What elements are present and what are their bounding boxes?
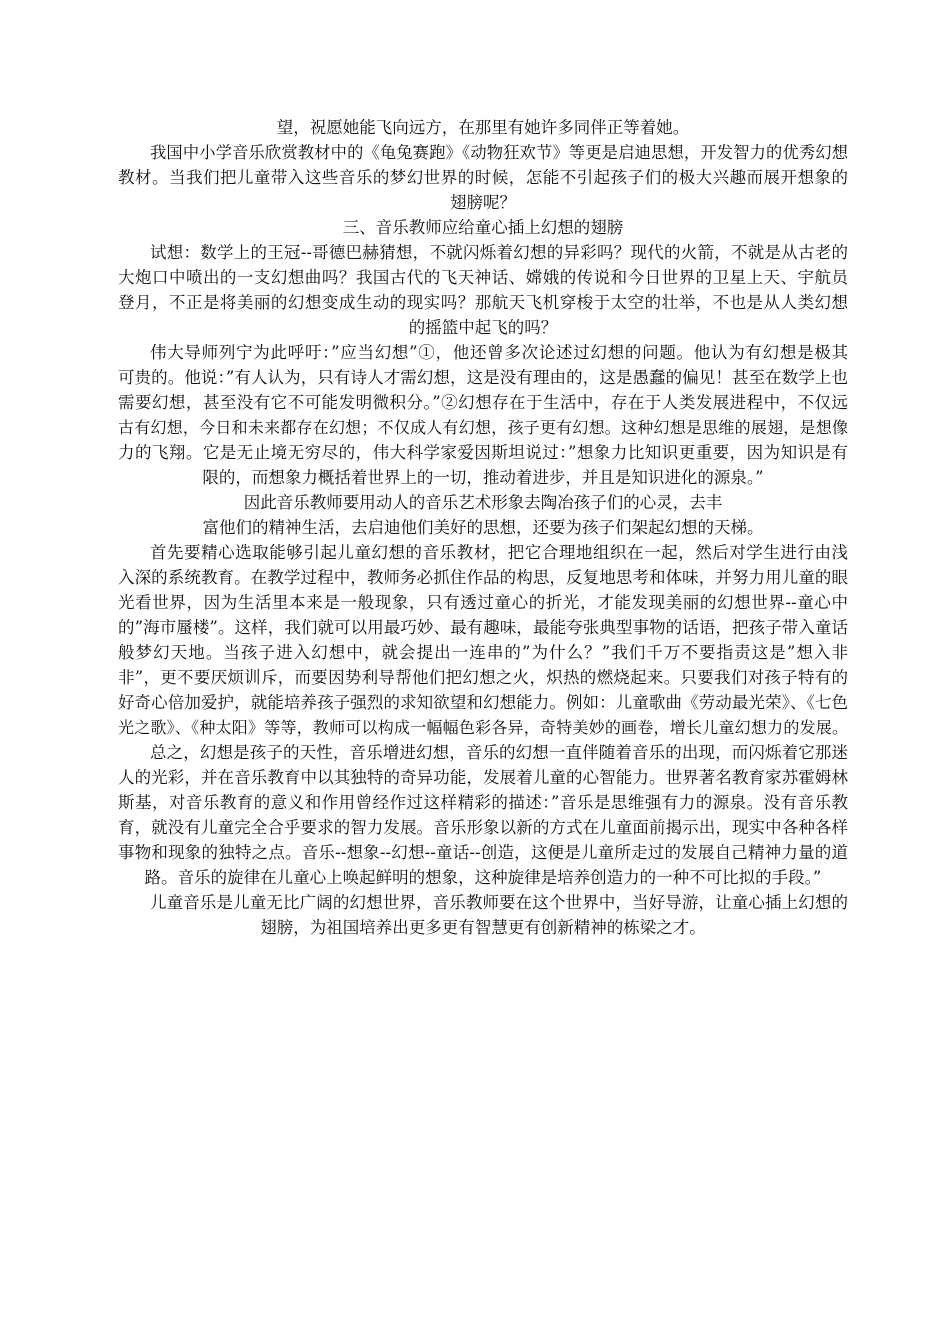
paragraph-line: 般梦幻天地。当孩子进入幻想中，就会提出一连串的”为什么？”我们千万不要指责这是”想入非 xyxy=(118,643,848,662)
paragraph-line: 斯基，对音乐教育的意义和作用曾经作过这样精彩的描述：”音乐是思维强有力的源泉。没有音乐教 xyxy=(118,793,848,812)
paragraph-line: 首先要精心选取能够引起儿童幻想的音乐教材，把它合理地组织在一起，然后对学生进行由浅 xyxy=(150,543,848,562)
paragraph-line: 古有幻想，今日和未来都存在幻想；不仅成人有幻想，孩子更有幻想。这种幻想是思维的展翅，是想像 xyxy=(118,418,848,437)
paragraph-line: 力的飞翔。它是无止境无穷尽的，伟大科学家爱因斯坦说过：”想象力比知识更重要，因为知识是有 xyxy=(118,443,848,462)
paragraph-line: 事物和现象的独特之点。音乐--想象--幻想--童话--创造，这便是儿童所走过的发展自己精神力量的道 xyxy=(118,843,848,862)
paragraph-line: 儿童音乐是儿童无比广阔的幻想世界，音乐教师要在这个世界中，当好导游，让童心插上幻想的 xyxy=(150,893,848,912)
paragraph-line: 需要幻想，甚至没有它不可能发明微积分。”②幻想存在于生活中，存在于人类发展进程中，不仅远 xyxy=(118,393,848,412)
paragraph-line: 总之，幻想是孩子的天性，音乐增进幻想，音乐的幻想一直伴随着音乐的出现，而闪烁着它那迷 xyxy=(150,743,848,762)
paragraph-line: 非”，更不要厌烦训斥，而要因势利导帮他们把幻想之火，炽热的燃烧起来。只要我们对孩子特有的 xyxy=(118,668,848,687)
paragraph-line: 翅膀，为祖国培养出更多更有智慧更有创新精神的栋梁之才。 xyxy=(260,918,706,937)
paragraph-line: 光之歌》、《种太阳》等等，教师可以构成一幅幅色彩各异，奇特美妙的画卷，增长儿童幻想力的发展。 xyxy=(118,718,848,737)
paragraph-line: 光看世界，因为生活里本来是一般现象，只有透过童心的折光，才能发现美丽的幻想世界--童心中 xyxy=(118,593,848,612)
section-heading: 三、音乐教师应给童心插上幻想的翅膀 xyxy=(342,218,624,237)
paragraph-line: 望，祝愿她能飞向远方，在那里有她许多同伴正等着她。 xyxy=(276,118,690,137)
paragraph-line: 的”海市蜃楼”。这样，我们就可以用最巧妙、最有趣味，最能夸张典型事物的话语，把孩子带入童话 xyxy=(118,618,848,637)
paragraph-line: 伟大导师列宁为此呼吁：”应当幻想”①，他还曾多次论述过幻想的问题。他认为有幻想是极其 xyxy=(150,343,848,362)
paragraph-line: 好奇心倍加爱护，就能培养孩子强烈的求知欲望和幻想能力。例如：儿童歌曲《劳动最光荣》、《七色 xyxy=(118,693,848,712)
paragraph-line: 育，就没有儿童完全合乎要求的智力发展。音乐形象以新的方式在儿童面前揭示出，现实中各种各样 xyxy=(118,818,848,837)
paragraph-line: 翅膀呢？ xyxy=(450,193,516,212)
paragraph-line: 试想：数学上的王冠--哥德巴赫猜想，不就闪烁着幻想的异彩吗？现代的火箭，不就是从古老的 xyxy=(150,243,848,262)
paragraph-line: 可贵的。他说：”有人认为，只有诗人才需幻想，这是没有理由的，这是愚蠢的偏见！甚至在数学上也 xyxy=(118,368,848,387)
paragraph-line: 路。音乐的旋律在儿童心上唤起鲜明的想象，这种旋律是培养创造力的一种不可比拟的手段。” xyxy=(144,868,822,887)
paragraph-line: 富他们的精神生活，去启迪他们美好的思想，还要为孩子们架起幻想的天梯。 xyxy=(202,518,764,537)
paragraph-line: 的摇篮中起飞的吗？ xyxy=(408,318,558,337)
paragraph-line: 我国中小学音乐欣赏教材中的《龟兔赛跑》《动物狂欢节》等更是启迪思想，开发智力的优秀幻想 xyxy=(150,143,848,162)
paragraph-line: 入深的系统教育。在教学过程中，教师务必抓住作品的构思，反复地思考和体味，并努力用儿童的眼 xyxy=(118,568,848,587)
paragraph-line: 因此音乐教师要用动人的音乐艺术形象去陶冶孩子们的心灵，去丰 xyxy=(243,493,723,512)
paragraph-line: 人的光彩，并在音乐教育中以其独特的奇异功能，发展着儿童的心智能力。世界著名教育家苏霍姆林 xyxy=(118,768,848,787)
paragraph-line: 教材。当我们把儿童带入这些音乐的梦幻世界的时候，怎能不引起孩子们的极大兴趣而展开想象的 xyxy=(118,168,848,187)
paragraph-line: 大炮口中喷出的一支幻想曲吗？我国古代的飞天神话、嫦娥的传说和今日世界的卫星上天、宇航员 xyxy=(118,268,848,287)
paragraph-line: 登月，不正是将美丽的幻想变成生动的现实吗？那航天飞机穿梭于太空的壮举，不也是从人类幻想 xyxy=(118,293,848,312)
paragraph-line: 限的，而想象力概括着世界上的一切，推动着进步，并且是知识进化的源泉。” xyxy=(202,468,764,487)
